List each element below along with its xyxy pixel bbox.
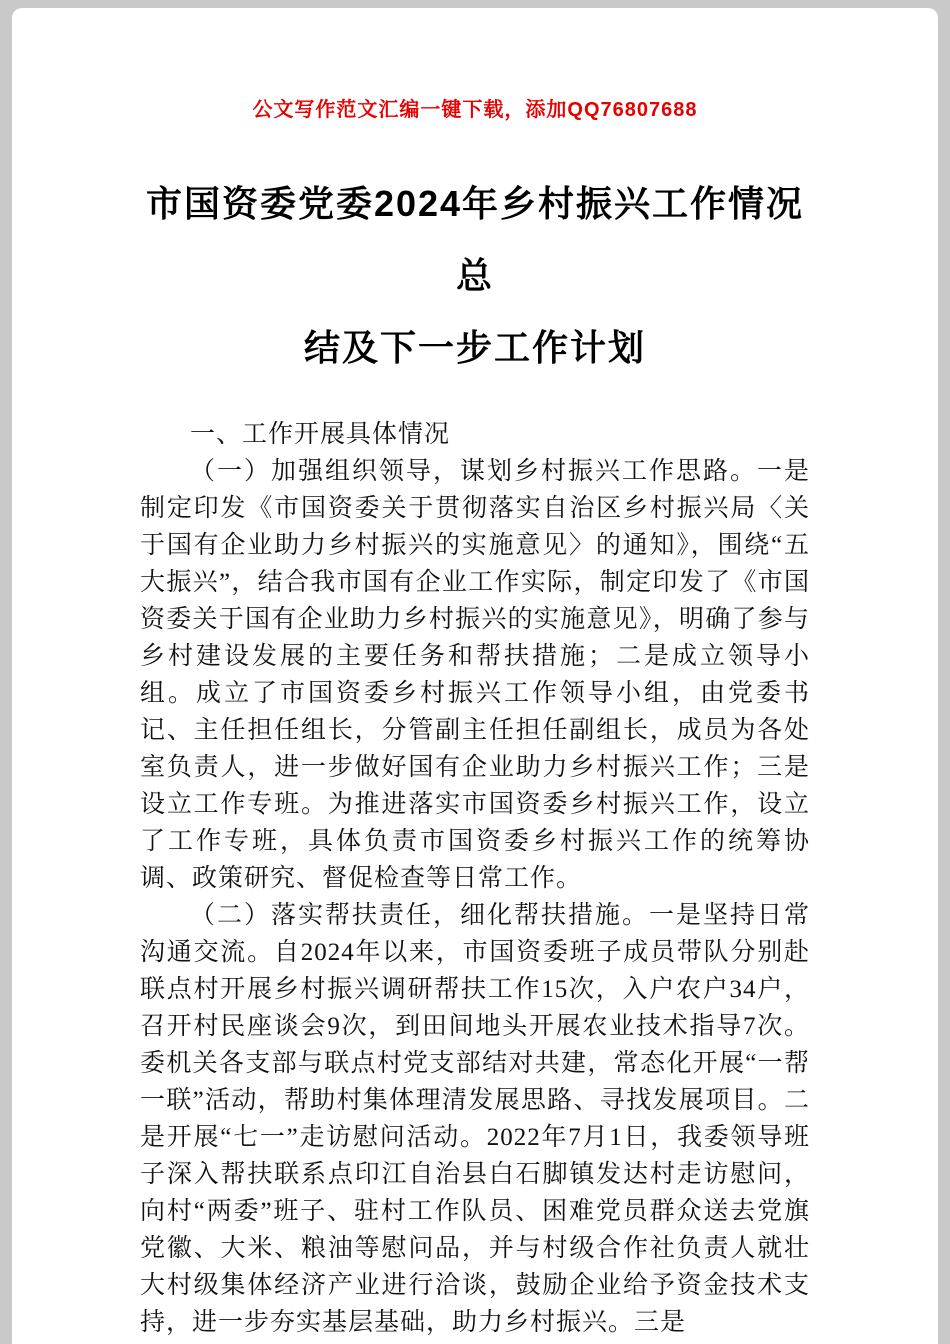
document-body <box>140 416 810 1341</box>
document-page <box>12 8 938 1344</box>
paragraph: 一、工作开展具体情况 <box>190 421 451 448</box>
paragraph: （二）落实帮扶责任，细化帮扶措施。一是坚持日常沟通交流。自2024年以来，市国资委班子成员带队分别赴联点村开展乡村振兴调研帮扶工作15次，入户农户34户，召开村民座谈会9次，到田间地头开展农业技术指导7次。委机关各支部与联点村党支部结对共建，常态化开展“一帮一联”活动，帮助村集体理清发展思路、寻找发展项目。二是开展“七一”走访慰问活动。2022年7月1日，我委领导班子深入帮扶联系点印江自治县白石脚镇发达村走访慰问，向村“两委”班子、驻村工作队员、困难党员群众送去党旗党徽、大米、粮油等慰问品，并与村级合作社负责人就壮大村级集体经济产业进行洽谈，鼓励企业给予资金技术支持，进一步夯实基层基础，助力乡村振兴。三是 <box>140 902 810 1336</box>
paragraph: （一）加强组织领导，谋划乡村振兴工作思路。一是制定印发《市国资委关于贯彻落实自治区乡村振兴局〈关于国有企业助力乡村振兴的实施意见〉的通知》，围绕“五大振兴”，结合我市国有企业工作实际，制定印发了《市国资委关于国有企业助力乡村振兴的实施意见》，明确了参与乡村建设发展的主要任务和帮扶措施；二是成立领导小组。成立了市国资委乡村振兴工作领导小组，由党委书记、主任担任组长，分管副主任担任副组长，成员为各处室负责人，进一步做好国有企业助力乡村振兴工作；三是设立工作专班。为推进落实市国资委乡村振兴工作，设立了工作专班，具体负责市国资委乡村振兴工作的统筹协调、政策研究、督促检查等日常工作。 <box>140 458 810 892</box>
header-notice: 公文写作范文汇编一键下载，添加QQ76807688 <box>252 99 698 121</box>
document-title-line-2: 结及下一步工作计划 <box>303 327 646 368</box>
document-title <box>140 168 810 384</box>
document-title-line-1: 市国资委党委2024年乡村振兴工作情况总 <box>145 183 805 296</box>
